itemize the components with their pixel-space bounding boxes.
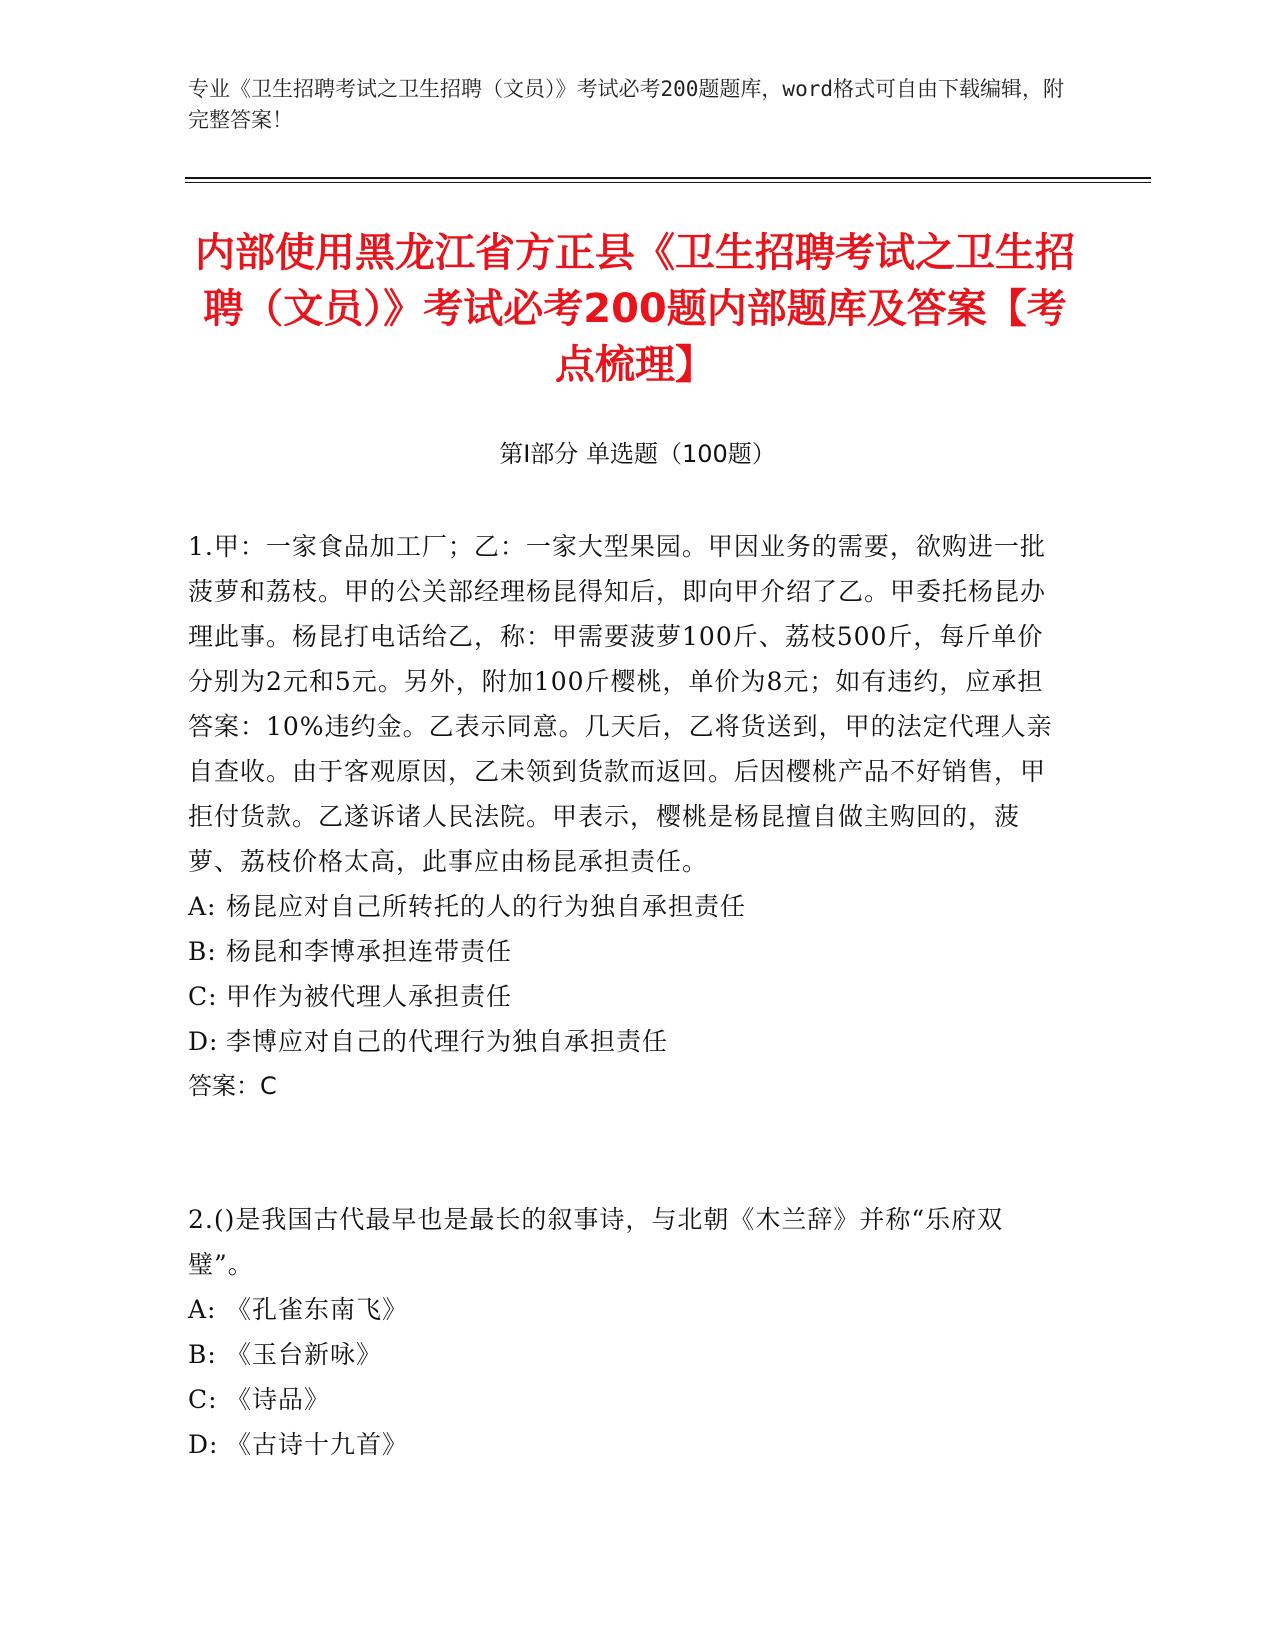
option-c [188,1377,1068,1422]
question-stem: 1.甲：一家食品加工厂；乙：一家大型果园。甲因业务的需要，欲购进一批菠萝和荔枝。甲的公关部经理杨昆得知后，即向甲介绍了乙。甲委托杨昆办理此事。杨昆打电话给乙，称：甲需要菠萝100斤、荔枝500斤，每斤单价分别为2元和5元。另外，附加100斤樱桃，单价为8元；如有违约，应承担答案：10%违约金。乙表示同意。几天后，乙将货送到，甲的法定代理人亲自查收。由于客观原因，乙未领到货款而返回。后因樱桃产品不好销售，甲拒付货款。乙遂诉诸人民法院。甲表示，樱桃是杨昆擅自做主购回的，菠萝、荔枝价格太高，此事应由杨昆承担责任。 [188,532,1053,876]
option-letter: D: [188,1027,219,1056]
option-d [188,1019,1068,1064]
question-stem: 2.()是我国古代最早也是最长的叙事诗，与北朝《木兰辞》并称“乐府双璧”。 [188,1205,1004,1279]
question-2 [188,1197,1068,1467]
option-text: 《孔雀东南飞》 [226,1295,409,1324]
option-text: 《玉台新咏》 [226,1340,383,1369]
answer-line: 答案：C [188,1072,277,1100]
header-divider-thin [185,182,1151,183]
option-c [188,974,1068,1019]
option-text: 《诗品》 [226,1385,331,1414]
option-letter: B: [188,1340,217,1369]
option-letter: C: [188,982,218,1011]
question-1 [188,524,1068,1109]
option-text: 杨昆和李博承担连带责任 [226,937,513,966]
option-letter: A: [188,1295,217,1324]
option-b [188,929,1068,974]
option-text: 杨昆应对自己所转托的人的行为独自承担责任 [226,892,747,921]
header-note: 专业《卫生招聘考试之卫生招聘（文员）》考试必考200题题库，word格式可自由下载编辑，附完整答案！ [188,77,1064,132]
option-text: 李博应对自己的代理行为独自承担责任 [226,1027,669,1056]
option-d [188,1422,1068,1467]
document-title: 内部使用黑龙江省方正县《卫生招聘考试之卫生招聘（文员）》考试必考200题内部题库及答案【考点梳理】 [195,230,1075,388]
option-letter: B: [188,937,217,966]
option-text: 甲作为被代理人承担责任 [226,982,513,1011]
option-letter: D: [188,1430,219,1459]
option-letter: A: [188,892,217,921]
option-a [188,884,1068,929]
option-text: 《古诗十九首》 [226,1430,409,1459]
option-b [188,1332,1068,1377]
option-letter: C: [188,1385,218,1414]
option-a [188,1287,1068,1332]
header-divider-thick [185,177,1151,179]
section-title: 第Ⅰ部分 单选题（100题） [499,440,776,468]
